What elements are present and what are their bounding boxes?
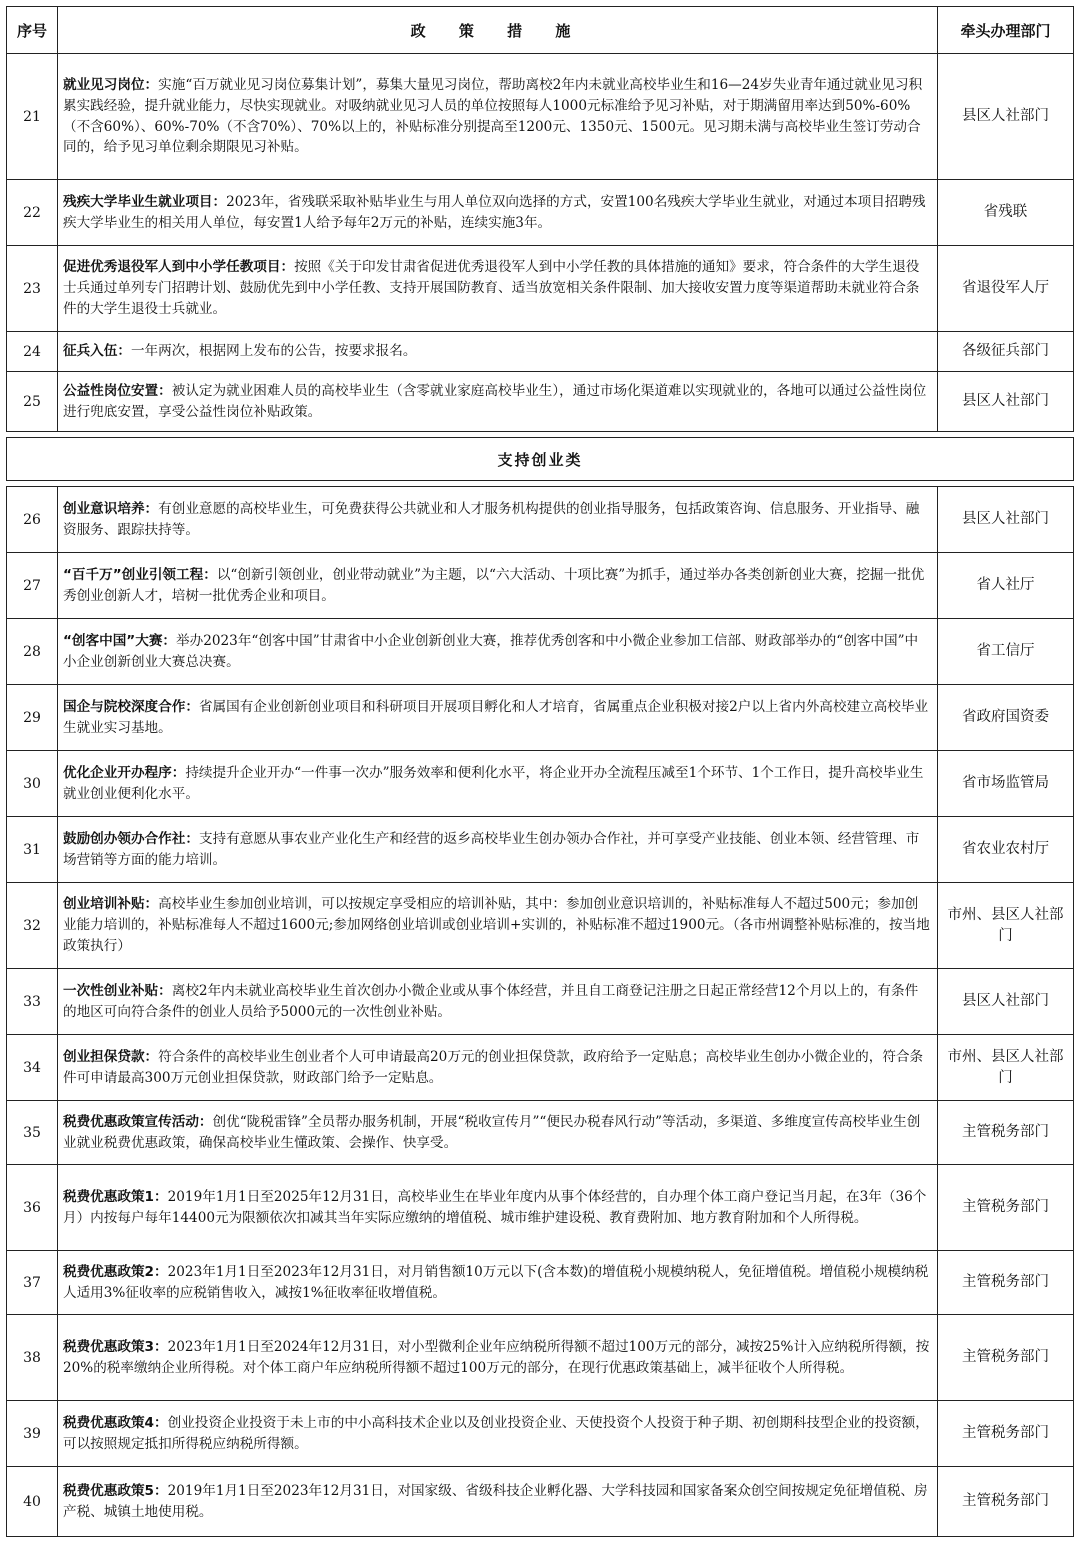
table-row: [7, 1251, 1074, 1315]
table-row: [7, 1401, 1074, 1467]
policy-title: “创客中国”大赛：: [63, 632, 177, 649]
policy-title: 一次性创业补贴：: [63, 982, 172, 999]
row-number: 27: [7, 553, 58, 619]
policy-text: 2019年1月1日至2025年12月31日，高校毕业生在毕业年度内从事个体经营的，自办理个体工商户登记当月起，在3年（36个月）内按每户每年14400元为限额依次扣减其当年实际应缴纳的增值税、城市维护建设税、教育费附加、地方教育附加和个人所得税。: [63, 1188, 927, 1226]
table-row: [7, 246, 1074, 332]
table-row: [7, 1467, 1074, 1537]
policy-cell: [58, 685, 938, 751]
table-row: [7, 1165, 1074, 1251]
policy-cell: [58, 1165, 938, 1251]
row-number: 31: [7, 817, 58, 883]
policy-title: 促进优秀退役军人到中小学任教项目：: [63, 259, 295, 276]
header-num: 序号: [7, 7, 58, 54]
policy-text: 2023年1月1日至2024年12月31日，对小型微利企业年应纳税所得额不超过100万元的部分，减按25%计入应纳税所得额，按20%的税率缴纳企业所得税。对个体工商户年应纳税所得额不超过100万元的部分，在现行优惠政策基础上，减半征收个人所得税。: [63, 1338, 930, 1376]
table-row: [7, 487, 1074, 553]
row-number: 22: [7, 180, 58, 246]
policy-cell: [58, 1101, 938, 1165]
policy-text: 以“创新引领创业，创业带动就业”为主题，以“六大活动、十项比赛”为抓手，通过举办各类创新创业大赛，挖掘一批优秀创业创新人才，培树一批优秀企业和项目。: [63, 566, 925, 604]
department-cell: 市州、县区人社部门: [938, 883, 1074, 969]
policy-title: 就业见习岗位：: [63, 76, 159, 93]
policy-cell: [58, 246, 938, 332]
table-body-employment: [7, 54, 1074, 432]
department-cell: 各级征兵部门: [938, 332, 1074, 372]
department-cell: 主管税务部门: [938, 1165, 1074, 1251]
policy-text: 创优“陇税雷锋”全员帮办服务机制，开展“税收宣传月”“便民办税春风行动”等活动，多渠道、多维度宣传高校毕业生创业就业税费优惠政策，确保高校毕业生懂政策、会操作、快享受。: [63, 1113, 921, 1151]
row-number: 29: [7, 685, 58, 751]
table-row: [7, 372, 1074, 432]
policy-cell: [58, 1467, 938, 1537]
row-number: 37: [7, 1251, 58, 1315]
policy-cell: [58, 817, 938, 883]
row-number: 28: [7, 619, 58, 685]
table-row: [7, 883, 1074, 969]
policy-title: 税费优惠政策2：: [63, 1263, 168, 1280]
header-policy: 政 策 措 施: [58, 7, 938, 54]
policy-title: 税费优惠政策3：: [63, 1338, 168, 1355]
row-number: 35: [7, 1101, 58, 1165]
department-cell: 省人社厅: [938, 553, 1074, 619]
policy-cell: [58, 180, 938, 246]
table-row: [7, 969, 1074, 1035]
table-row: [7, 1101, 1074, 1165]
policy-text: 实施“百万就业见习岗位募集计划”，募集大量见习岗位，帮助离校2年内未就业高校毕业生和16—24岁失业青年通过就业见习积累实践经验，提升就业能力，尽快实现就业。对吸纳就业见习人员的单位按照每人1000元标准给予见习补贴，对于期满留用率达到50%-60%（不含60%）、60%-70%（不含70%）、70%以上的，补贴标准分别提高至1200元、1350元、1500元。见习期未满与高校毕业生签订劳动合同的，给予见习单位剩余期限见习补贴。: [63, 76, 923, 156]
policy-cell: [58, 1251, 938, 1315]
department-cell: 省退役军人厅: [938, 246, 1074, 332]
department-cell: 省工信厅: [938, 619, 1074, 685]
policy-text: 符合条件的高校毕业生创业者个人可申请最高20万元的创业担保贷款，政府给予一定贴息；高校毕业生创办小微企业的，符合条件可申请最高300万元创业担保贷款，财政部门给予一定贴息。: [63, 1048, 924, 1086]
policy-cell: [58, 1401, 938, 1467]
row-number: 39: [7, 1401, 58, 1467]
table-row: [7, 54, 1074, 180]
policy-text: 举办2023年“创客中国”甘肃省中小企业创新创业大赛，推荐优秀创客和中小微企业参加工信部、财政部举办的“创客中国”中小企业创新创业大赛总决赛。: [63, 632, 919, 670]
policy-text: 按照《关于印发甘肃省促进优秀退役军人到中小学任教的具体措施的通知》要求，符合条件的大学生退役士兵通过单列专门招聘计划、鼓励优先到中小学任教、支持开展国防教育、适当放宽相关条件限制、加大接收安置力度等渠道帮助未就业符合条件的大学生退役士兵就业。: [63, 259, 920, 317]
row-number: 36: [7, 1165, 58, 1251]
policy-title: 税费优惠政策宣传活动：: [63, 1113, 213, 1130]
row-number: 21: [7, 54, 58, 180]
section-row: [7, 438, 1074, 481]
table-row: [7, 751, 1074, 817]
row-number: 25: [7, 372, 58, 432]
policy-title: 国企与院校深度合作：: [63, 698, 199, 715]
row-number: 24: [7, 332, 58, 372]
department-cell: 县区人社部门: [938, 372, 1074, 432]
row-number: 34: [7, 1035, 58, 1101]
department-cell: 主管税务部门: [938, 1101, 1074, 1165]
policy-title: 创业担保贷款：: [63, 1048, 159, 1065]
table-body-entrepreneurship: [7, 487, 1074, 1537]
policy-cell: [58, 969, 938, 1035]
department-cell: 市州、县区人社部门: [938, 1035, 1074, 1101]
policy-text: 2023年1月1日至2023年12月31日，对月销售额10万元以下(含本数)的增值税小规模纳税人，免征增值税。增值税小规模纳税人适用3%征收率的应税销售收入，减按1%征收率征收增值税。: [63, 1263, 929, 1301]
department-cell: 主管税务部门: [938, 1467, 1074, 1537]
policy-title: 残疾大学毕业生就业项目：: [63, 193, 227, 210]
table-header-row: [7, 7, 1074, 54]
policy-title: 征兵入伍：: [63, 343, 131, 360]
department-cell: 省政府国资委: [938, 685, 1074, 751]
table-row: [7, 685, 1074, 751]
department-cell: 省残联: [938, 180, 1074, 246]
policy-text: 一年两次，根据网上发布的公告，按要求报名。: [130, 343, 417, 360]
policy-cell: [58, 54, 938, 180]
table-row: [7, 180, 1074, 246]
header-dept: 牵头办理部门: [938, 7, 1074, 54]
department-cell: 主管税务部门: [938, 1315, 1074, 1401]
row-number: 30: [7, 751, 58, 817]
policy-title: 公益性岗位安置：: [63, 382, 172, 399]
policy-text: 离校2年内未就业高校毕业生首次创办小微企业或从事个体经营，并且自工商登记注册之日起正常经营12个月以上的，有条件的地区可向符合条件的创业人员给予5000元的一次性创业补贴。: [63, 982, 919, 1020]
table-row: [7, 1035, 1074, 1101]
policy-cell: [58, 751, 938, 817]
department-cell: 省农业农村厅: [938, 817, 1074, 883]
policy-title: 鼓励创办领办合作社：: [63, 830, 199, 847]
policy-document: [6, 6, 1073, 1537]
policy-text: 支持有意愿从事农业产业化生产和经营的返乡高校毕业生创办领办合作社，并可享受产业技能、创业本领、经营管理、市场营销等方面的能力培训。: [63, 830, 920, 868]
row-number: 33: [7, 969, 58, 1035]
department-cell: 主管税务部门: [938, 1251, 1074, 1315]
department-cell: 省市场监管局: [938, 751, 1074, 817]
row-number: 40: [7, 1467, 58, 1537]
table-row: [7, 1315, 1074, 1401]
row-number: 26: [7, 487, 58, 553]
department-cell: 主管税务部门: [938, 1401, 1074, 1467]
policy-cell: [58, 372, 938, 432]
policy-text: 持续提升企业开办“一件事一次办”服务效率和便利化水平，将企业开办全流程压减至1个环节、1个工作日，提升高校毕业生就业创业便利化水平。: [63, 764, 924, 802]
row-number: 32: [7, 883, 58, 969]
policy-text: 创业投资企业投资于未上市的中小高科技术企业以及创业投资企业、天使投资个人投资于种子期、初创期科技型企业的投资额，可以按照规定抵扣所得税应纳税所得额。: [63, 1414, 929, 1452]
row-number: 23: [7, 246, 58, 332]
policy-title: 创业意识培养：: [63, 500, 159, 517]
policy-cell: [58, 619, 938, 685]
policy-cell: [58, 1315, 938, 1401]
policy-text: 2023年，省残联采取补贴毕业生与用人单位双向选择的方式，安置100名残疾大学毕业生就业，对通过本项目招聘残疾大学毕业生的相关用人单位，每安置1人给予每年2万元的补贴，连续实施3年。: [63, 193, 926, 231]
section-break: [7, 432, 1074, 487]
policy-cell: [58, 553, 938, 619]
policy-title: 优化企业开办程序：: [63, 764, 186, 781]
table-row: [7, 332, 1074, 372]
department-cell: 县区人社部门: [938, 487, 1074, 553]
table-row: [7, 817, 1074, 883]
policy-title: 税费优惠政策4：: [63, 1414, 168, 1431]
table-row: [7, 553, 1074, 619]
policy-title: 税费优惠政策5：: [63, 1482, 168, 1499]
policy-text: 省属国有企业创新创业项目和科研项目开展项目孵化和人才培育，省属重点企业积极对接2户以上省内外高校建立高校毕业生就业实习基地。: [63, 698, 929, 736]
department-cell: 县区人社部门: [938, 54, 1074, 180]
policy-title: 创业培训补贴：: [63, 896, 159, 913]
policy-table: [6, 6, 1074, 1537]
row-number: 38: [7, 1315, 58, 1401]
policy-text: 有创业意愿的高校毕业生，可免费获得公共就业和人才服务机构提供的创业指导服务，包括政策咨询、信息服务、开业指导、融资服务、跟踪扶持等。: [63, 500, 920, 538]
table-row: [7, 619, 1074, 685]
policy-cell: [58, 332, 938, 372]
department-cell: 县区人社部门: [938, 969, 1074, 1035]
policy-cell: [58, 487, 938, 553]
policy-text: 2019年1月1日至2023年12月31日，对国家级、省级科技企业孵化器、大学科技园和国家备案众创空间按规定免征增值税、房产税、城镇土地使用税。: [63, 1482, 928, 1520]
policy-text: 高校毕业生参加创业培训，可以按规定享受相应的培训补贴，其中：参加创业意识培训的，补贴标准每人不超过500元；参加创业能力培训的，补贴标准每人不超过1600元;参加网络创业培训或创业培训+实训的，补贴标准不超过1900元。（各市州调整补贴标准的，按当地政策执行）: [63, 896, 930, 954]
policy-title: “百千万”创业引领工程：: [63, 566, 217, 583]
section-title: 支持创业类: [7, 438, 1074, 481]
policy-cell: [58, 1035, 938, 1101]
policy-text: 被认定为就业困难人员的高校毕业生（含零就业家庭高校毕业生），通过市场化渠道难以实现就业的，各地可以通过公益性岗位进行兜底安置，享受公益性岗位补贴政策。: [63, 382, 927, 420]
policy-title: 税费优惠政策1：: [63, 1188, 168, 1205]
policy-cell: [58, 883, 938, 969]
